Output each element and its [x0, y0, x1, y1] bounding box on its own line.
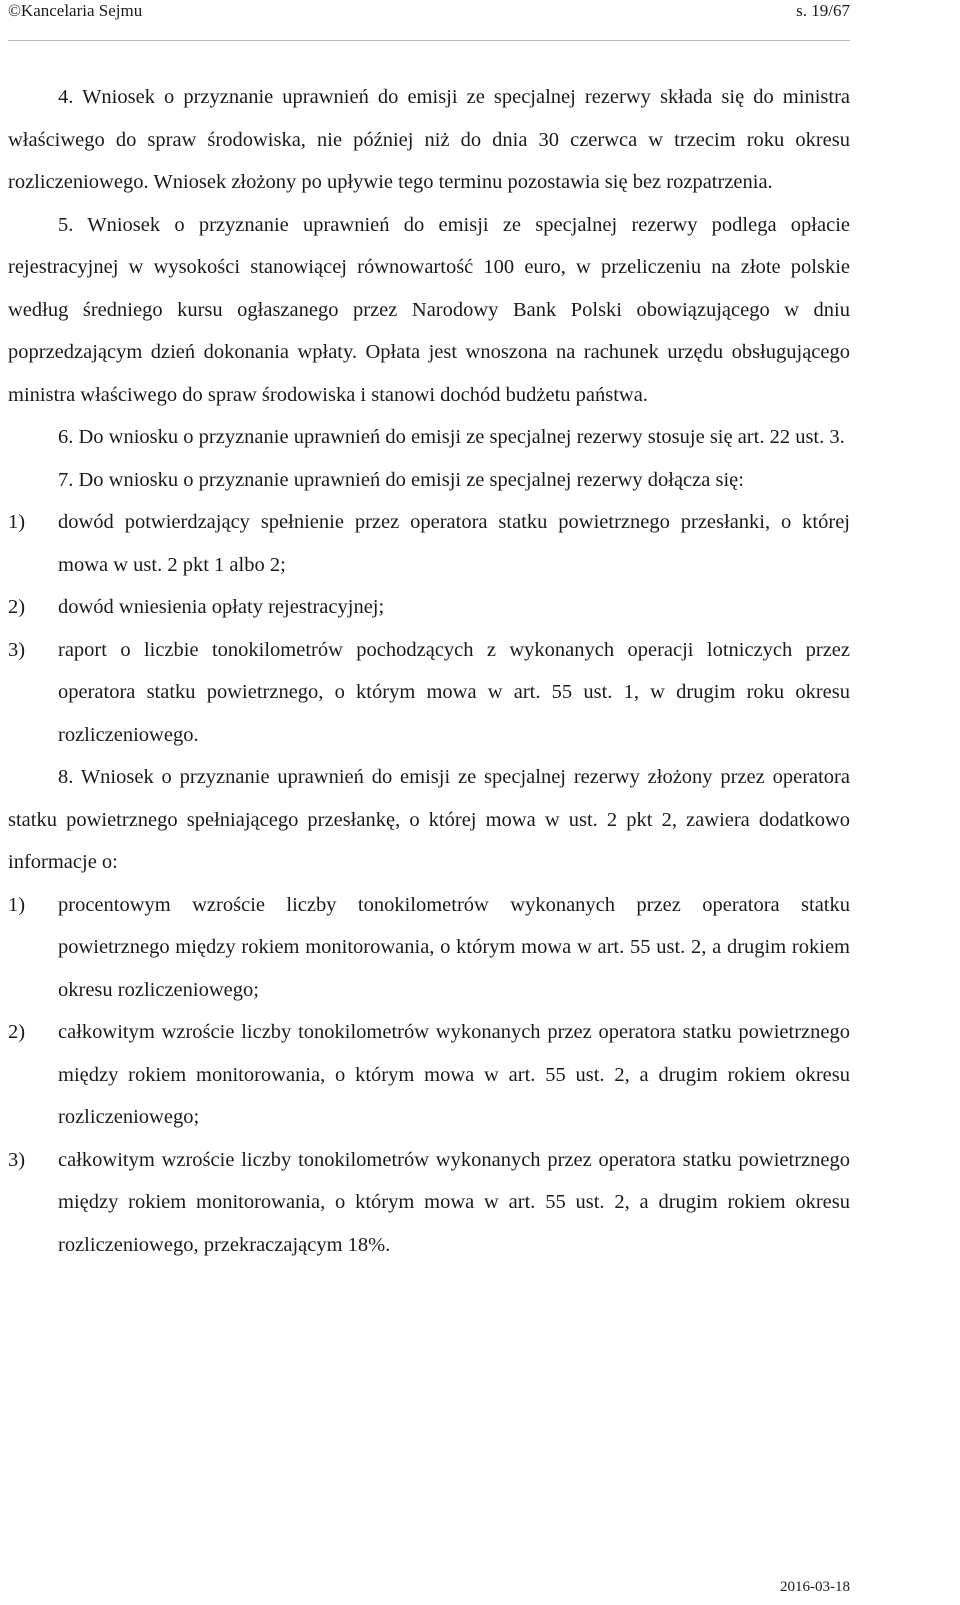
copyright-label: ©Kancelaria Sejmu — [8, 1, 143, 20]
list-item — [8, 586, 850, 629]
document-body — [8, 76, 850, 1266]
paragraph-5: 5. Wniosek o przyznanie uprawnień do emisji ze specjalnej rezerwy podlega opłacie rejestracyjnej w wysokości stanowiącej równowartość 100 euro, w przeliczeniu na złote polskie według średniego kursu ogłaszanego przez Narodowy Bank Polski obowiązującego w dniu poprzedzającym dzień dokonania wpłaty. Opłata jest wnoszona na rachunek urzędu obsługującego ministra właściwego do spraw środowiska i stanowi dochód budżetu państwa. — [8, 213, 850, 406]
list-item-text: procentowym wzroście liczby tonokilometrów wykonanych przez operatora statku powietrznego między rokiem monitorowania, o którym mowa w art. 55 ust. 2, a drugim rokiem okresu rozliczeniowego; — [58, 893, 850, 1001]
list-item-number: 3) — [8, 638, 26, 661]
paragraph-7: 7. Do wniosku o przyznanie uprawnień do emisji ze specjalnej rezerwy dołącza się: — [58, 468, 744, 491]
list-item-text: raport o liczbie tonokilometrów pochodzących z wykonanych operacji lotniczych przez operatora statku powietrznego, o którym mowa w art. 55 ust. 1, w drugim roku okresu rozliczeniowego. — [58, 638, 850, 746]
document-date: 2016-03-18 — [780, 1579, 850, 1595]
list-item-number: 2) — [8, 596, 26, 618]
list-item — [8, 884, 850, 1012]
list-item-text: dowód potwierdzający spełnienie przez operatora statku powietrznego przesłanki, o której mowa w ust. 2 pkt 1 albo 2; — [58, 511, 850, 576]
list-item — [8, 1011, 850, 1139]
page-number: s. 19/67 — [796, 1, 850, 20]
list-item-text: całkowitym wzroście liczby tonokilometrów wykonanych przez operatora statku powietrznego między rokiem monitorowania, o którym mowa w art. 55 ust. 2, a drugim rokiem okresu rozliczeniowego; — [58, 1021, 850, 1128]
list-paragraph-7 — [8, 501, 850, 756]
list-paragraph-8 — [8, 884, 850, 1267]
list-item — [8, 1139, 850, 1267]
list-item-number: 2) — [8, 1021, 26, 1043]
list-item-number: 1) — [8, 511, 26, 533]
paragraph-8: 8. Wniosek o przyznanie uprawnień do emisji ze specjalnej rezerwy złożony przez operatora statku powietrznego spełniającego przesłankę, o której mowa w ust. 2 pkt 2, zawiera dodatkowo informacje o: — [8, 766, 850, 873]
list-item-text: dowód wniesienia opłaty rejestracyjnej; — [58, 596, 385, 618]
list-item-number: 1) — [8, 893, 26, 916]
list-item-number: 3) — [8, 1148, 26, 1171]
page-header — [8, 0, 850, 41]
list-item — [8, 501, 850, 586]
paragraph-6: 6. Do wniosku o przyznanie uprawnień do emisji ze specjalnej rezerwy stosuje się art. 22 ust. 3. — [58, 426, 845, 448]
paragraph-4: 4. Wniosek o przyznanie uprawnień do emisji ze specjalnej rezerwy składa się do ministra właściwego do spraw środowiska, nie później niż do dnia 30 czerwca w trzecim roku okresu rozliczeniowego. Wniosek złożony po upływie tego terminu pozostawia się bez rozpatrzenia. — [8, 86, 850, 193]
list-item-text: całkowitym wzroście liczby tonokilometrów wykonanych przez operatora statku powietrznego między rokiem monitorowania, o którym mowa w art. 55 ust. 2, a drugim rokiem okresu rozliczeniowego, przekraczającym 18%. — [58, 1148, 850, 1256]
list-item — [8, 629, 850, 757]
